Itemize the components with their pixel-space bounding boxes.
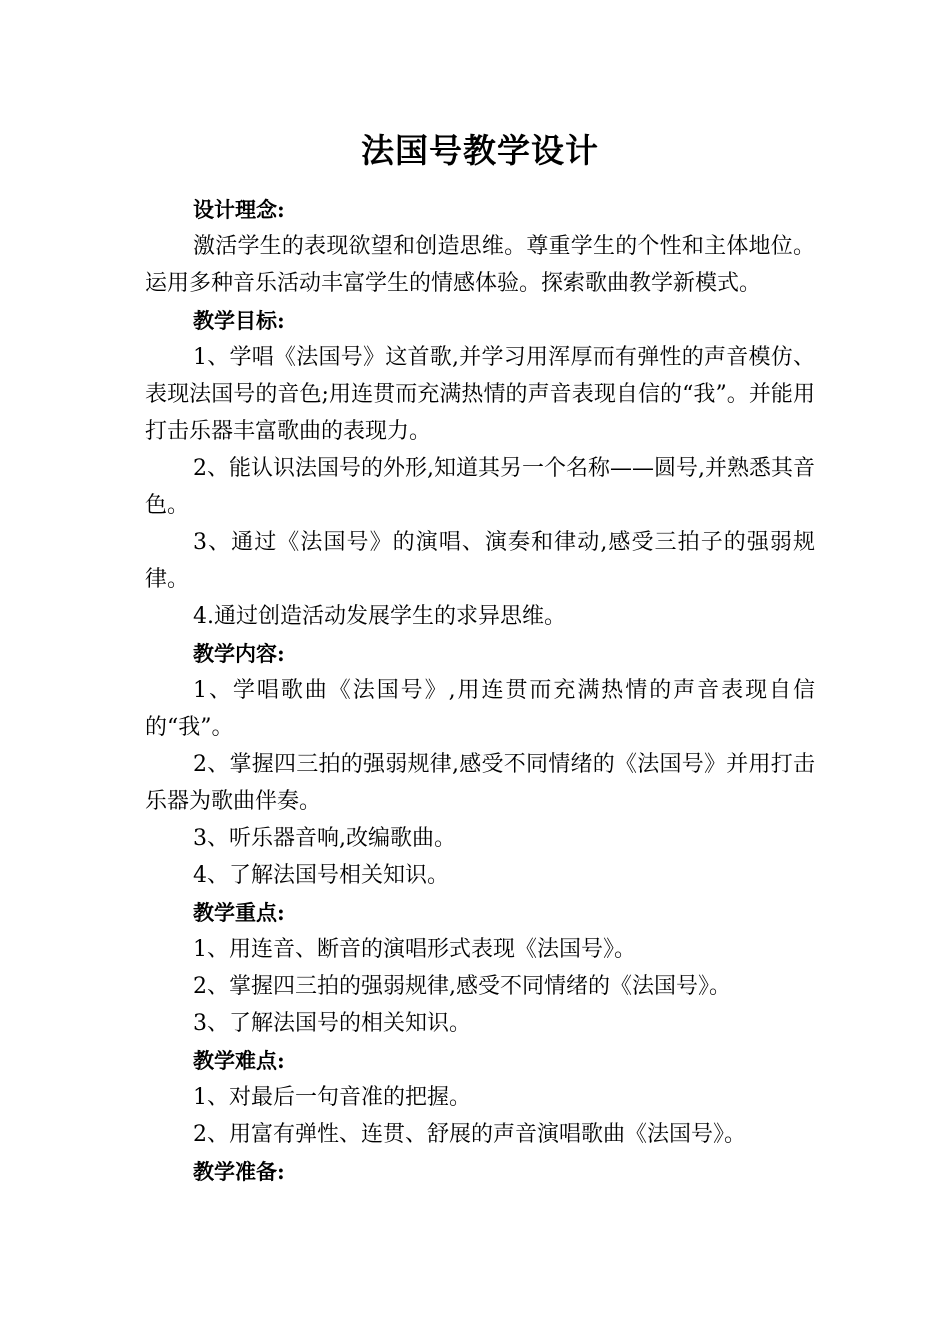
section-teaching-difficulty [145, 1042, 815, 1153]
section-teaching-preparation [145, 1153, 815, 1190]
document-page [145, 125, 815, 1190]
paragraph: 2、掌握四三拍的强弱规律,感受不同情绪的《法国号》并用打击乐器为歌曲伴奏。 [145, 752, 815, 814]
paragraph: 2、用富有弹性、连贯、舒展的声音演唱歌曲《法国号》。 [193, 1122, 746, 1147]
paragraph: 2、掌握四三拍的强弱规律,感受不同情绪的《法国号》。 [193, 974, 731, 999]
paragraph: 激活学生的表现欲望和创造思维。尊重学生的个性和主体地位。运用多种音乐活动丰富学生的情感体验。探索歌曲教学新模式。 [145, 234, 815, 296]
paragraph: 3、了解法国号的相关知识。 [193, 1011, 471, 1036]
document-title: 法国号教学设计 [361, 131, 599, 170]
section-heading: 教学准备: [193, 1159, 285, 1184]
section-teaching-content [145, 635, 815, 894]
paragraph: 1、用连音、断音的演唱形式表现《法国号》。 [193, 937, 636, 962]
section-design-concept [145, 191, 815, 302]
paragraph: 3、通过《法国号》的演唱、演奏和律动,感受三拍子的强弱规律。 [145, 530, 815, 592]
paragraph: 4.通过创造活动发展学生的求异思维。 [193, 604, 566, 629]
section-teaching-focus [145, 894, 815, 1042]
section-heading: 设计理念: [193, 197, 285, 222]
section-heading: 教学目标: [193, 308, 285, 333]
section-heading: 教学内容: [193, 641, 285, 666]
paragraph: 2、能认识法国号的外形,知道其另一个名称——圆号,并熟悉其音色。 [145, 456, 815, 518]
paragraph: 4、了解法国号相关知识。 [193, 863, 449, 888]
paragraph: 3、听乐器音响,改编歌曲。 [193, 826, 456, 851]
section-heading: 教学重点: [193, 900, 285, 925]
paragraph: 1、学唱《法国号》这首歌,并学习用浑厚而有弹性的声音模仿、表现法国号的音色;用连贯而充满热情的声音表现自信的“我”。并能用打击乐器丰富歌曲的表现力。 [145, 345, 815, 444]
paragraph: 1、对最后一句音准的把握。 [193, 1085, 471, 1110]
section-heading: 教学难点: [193, 1048, 285, 1073]
paragraph: 1、学唱歌曲《法国号》,用连贯而充满热情的声音表现自信的“我”。 [145, 678, 815, 740]
section-teaching-goals [145, 302, 815, 635]
